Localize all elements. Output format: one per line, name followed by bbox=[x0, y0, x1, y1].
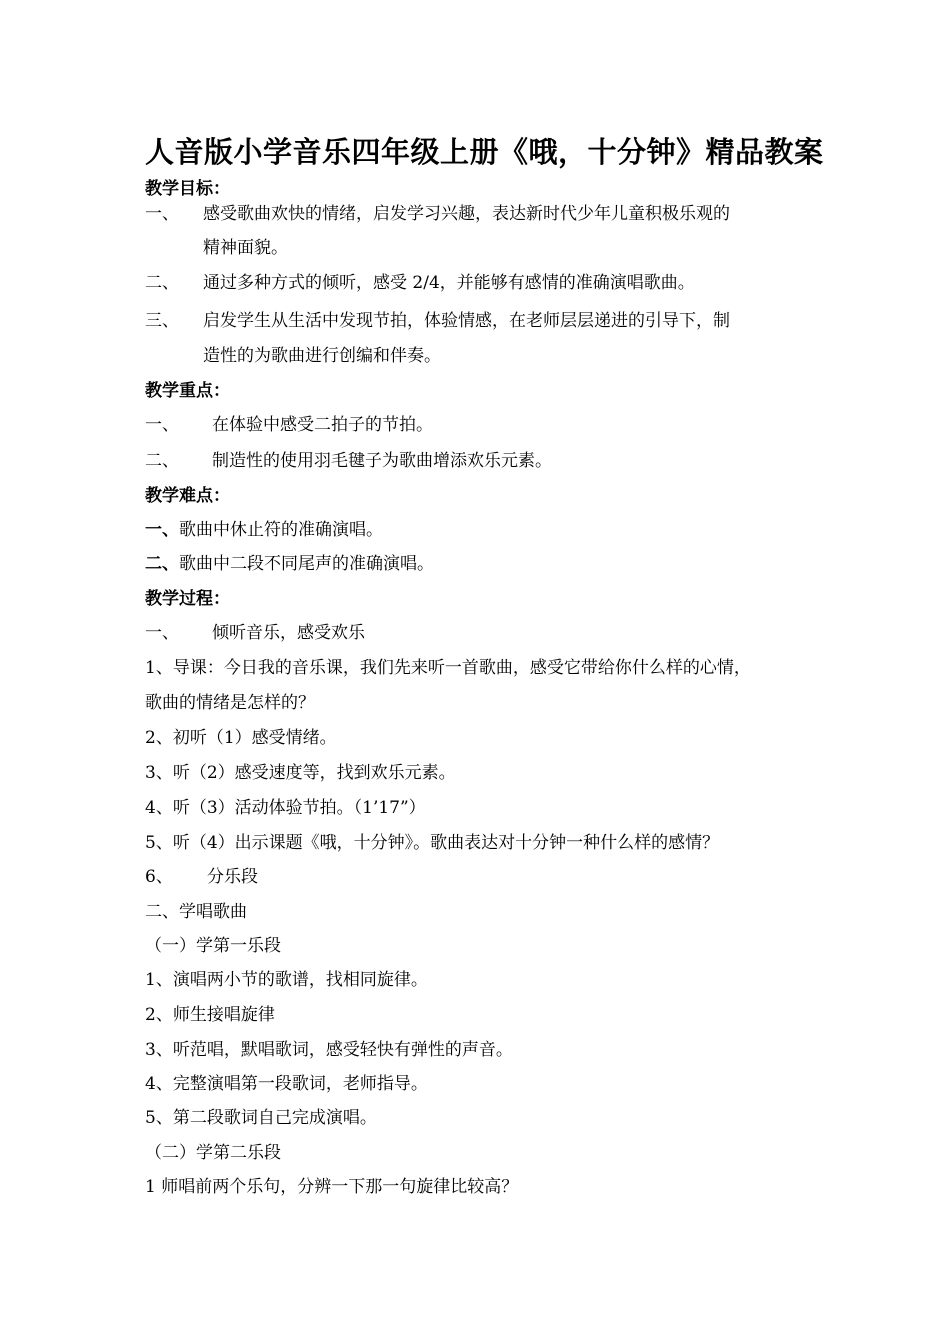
key-point-2-text: 制造性的使用羽毛毽子为歌曲增添欢乐元素。 bbox=[212, 451, 552, 471]
process-line: 3、听范唱，默唱歌词，感受轻快有弹性的声音。 bbox=[145, 1040, 513, 1060]
process-line: （二）学第二乐段 bbox=[145, 1143, 281, 1163]
process-line: 2、师生接唱旋律 bbox=[145, 1005, 275, 1025]
difficulty-2-number: 二、 bbox=[145, 554, 179, 574]
goal-1-text: 感受歌曲欢快的情绪，启发学习兴趣，表达新时代少年儿童积极乐观的 bbox=[203, 204, 730, 224]
key-points-heading: 教学重点： bbox=[145, 381, 230, 401]
process-line: 二、学唱歌曲 bbox=[145, 902, 247, 922]
process-line: （一）学第一乐段 bbox=[145, 936, 281, 956]
difficulties-heading: 教学难点： bbox=[145, 486, 230, 506]
key-point-1-text: 在体验中感受二拍子的节拍。 bbox=[212, 415, 433, 435]
document-title: 人音版小学音乐四年级上册《哦，十分钟》精品教案 bbox=[145, 135, 824, 169]
key-point-2-number: 二、 bbox=[145, 451, 179, 471]
goal-2-text: 通过多种方式的倾听，感受 2/4，并能够有感情的准确演唱歌曲。 bbox=[203, 273, 695, 293]
difficulty-1-text: 歌曲中休止符的准确演唱。 bbox=[179, 520, 383, 540]
process-line: 3、听（2）感受速度等，找到欢乐元素。 bbox=[145, 763, 456, 783]
goal-3-number: 三、 bbox=[145, 311, 179, 331]
process-heading: 教学过程： bbox=[145, 589, 230, 609]
goal-3-text: 启发学生从生活中发现节拍，体验情感，在老师层层递进的引导下，制 bbox=[203, 311, 730, 331]
process-line: 1、导课：今日我的音乐课，我们先来听一首歌曲，感受它带给你什么样的心情， bbox=[145, 658, 751, 678]
process-line: 1、演唱两小节的歌谱，找相同旋律。 bbox=[145, 970, 428, 990]
goal-1-text-cont: 精神面貌。 bbox=[203, 238, 288, 258]
process-line: 5、听（4）出示课题《哦，十分钟》。歌曲表达对十分钟一种什么样的感情？ bbox=[145, 833, 720, 853]
difficulty-2-text: 歌曲中二段不同尾声的准确演唱。 bbox=[179, 554, 434, 574]
process-line: 4、完整演唱第一段歌词，老师指导。 bbox=[145, 1074, 428, 1094]
difficulty-1-number: 一、 bbox=[145, 520, 179, 540]
difficulty-1 bbox=[145, 519, 383, 541]
process-item-6-number: 6、 bbox=[145, 867, 173, 887]
process-line: 5、第二段歌词自己完成演唱。 bbox=[145, 1108, 377, 1128]
goal-2-number: 二、 bbox=[145, 273, 179, 293]
process-item-6-text: 分乐段 bbox=[207, 867, 258, 887]
key-point-1-number: 一、 bbox=[145, 415, 179, 435]
difficulty-2 bbox=[145, 553, 434, 575]
goal-1-number: 一、 bbox=[145, 204, 179, 224]
process-line: 4、听（3）活动体验节拍。（1’17”） bbox=[145, 798, 426, 818]
process-line: 2、初听（1）感受情绪。 bbox=[145, 728, 337, 748]
process-section-1-text: 倾听音乐，感受欢乐 bbox=[212, 623, 365, 643]
goals-heading: 教学目标： bbox=[145, 179, 230, 199]
process-section-1-number: 一、 bbox=[145, 623, 179, 643]
process-line: 1 师唱前两个乐句，分辨一下那一句旋律比较高？ bbox=[145, 1177, 519, 1197]
process-line: 歌曲的情绪是怎样的？ bbox=[145, 693, 315, 713]
goal-3-text-cont: 造性的为歌曲进行创编和伴奏。 bbox=[203, 346, 441, 366]
